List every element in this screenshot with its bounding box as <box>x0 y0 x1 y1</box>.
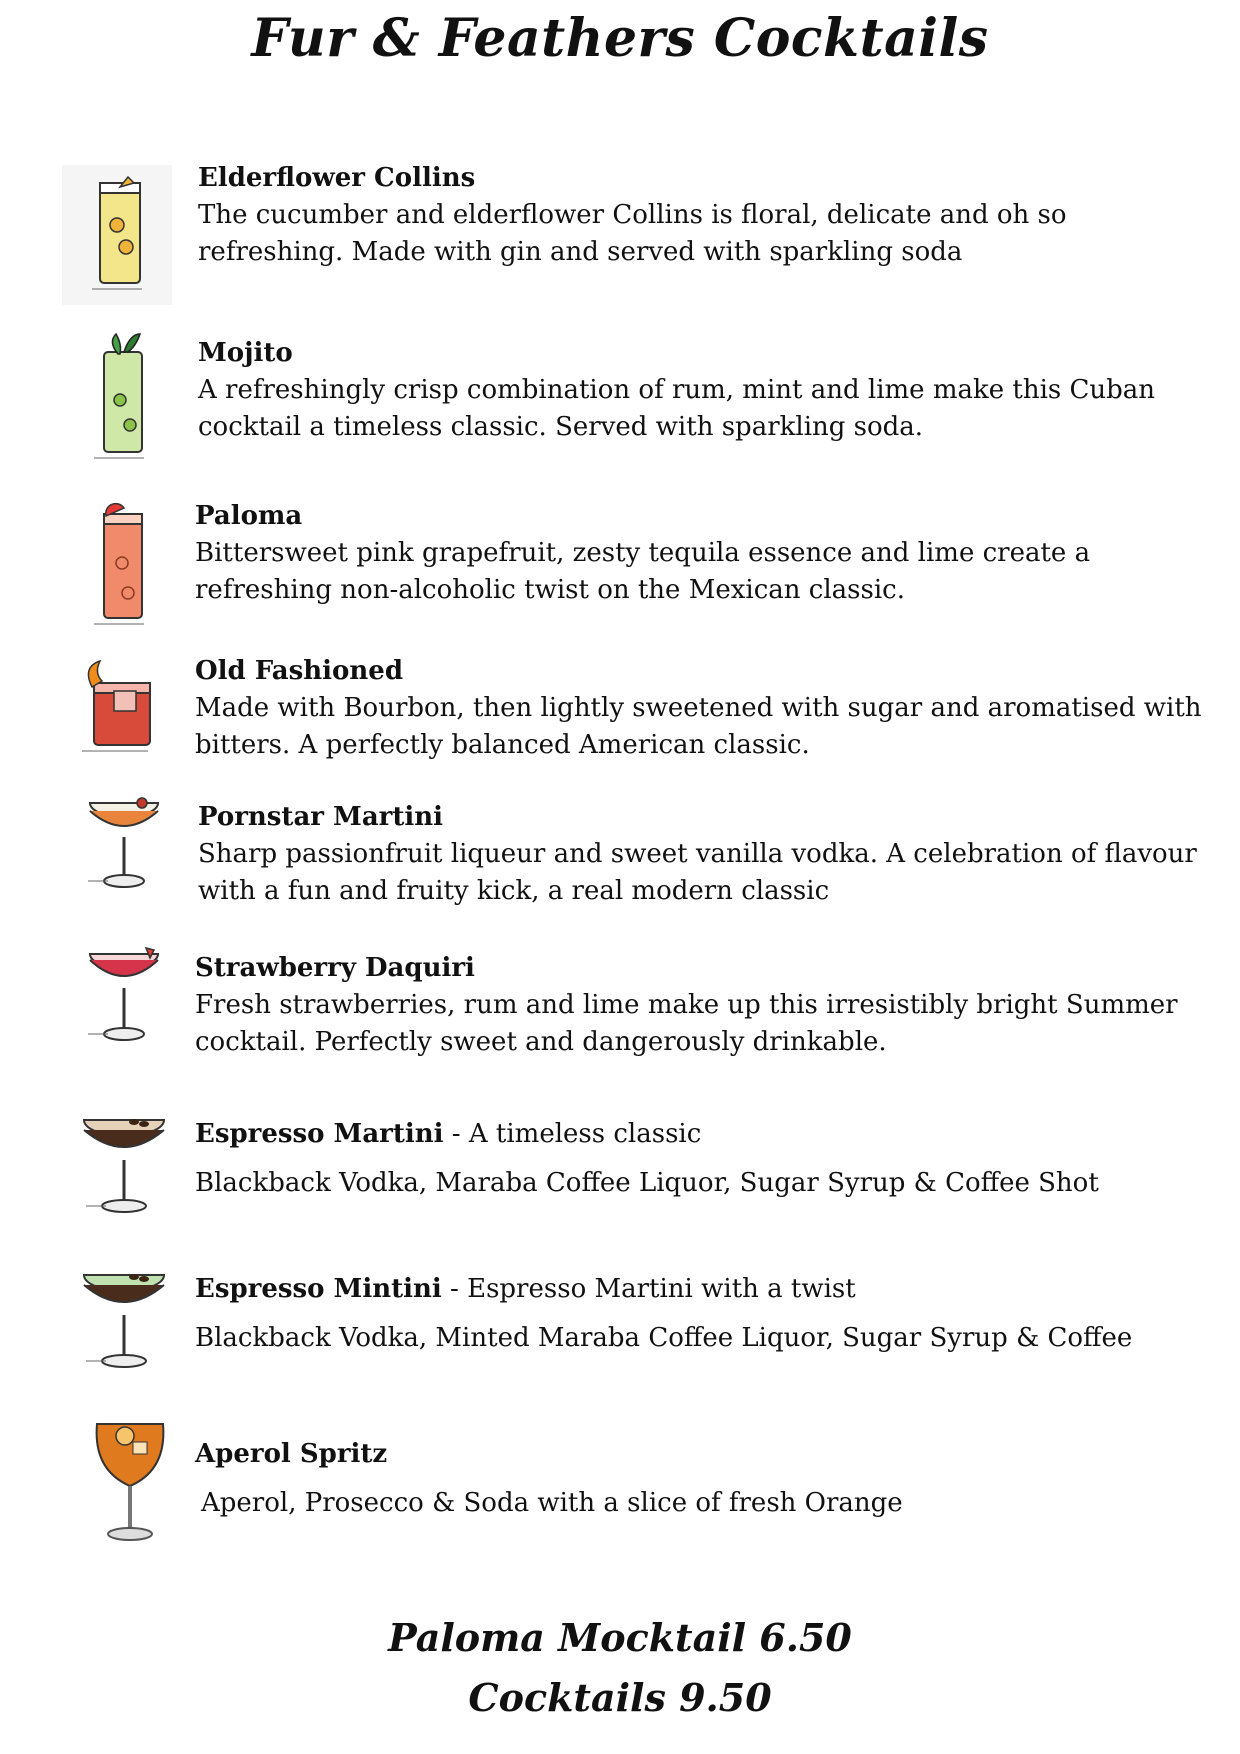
item-description: Blackback Vodka, Minted Maraba Coffee Liquor, Sugar Syrup & Coffee <box>195 1323 1133 1353</box>
menu-item <box>0 1116 1240 1266</box>
coupe-glass-red-icon <box>62 940 172 1080</box>
item-name: Espresso Martini <box>195 1119 444 1149</box>
highball-grapefruit-icon <box>62 498 172 638</box>
item-name: Aperol Spritz <box>195 1439 388 1469</box>
item-description: Blackback Vodka, Maraba Coffee Liquor, Sugar Syrup & Coffee Shot <box>195 1168 1099 1198</box>
highball-mint-icon <box>62 330 172 470</box>
menu-item <box>0 498 1240 648</box>
coupe-glass-coffee-icon <box>62 1106 172 1246</box>
item-description: The cucumber and elderflower Collins is floral, delicate and oh so refreshing. Made with gin and served with sparkling soda <box>198 200 1067 267</box>
menu-item <box>0 335 1240 485</box>
coupe-glass-mint-coffee-icon <box>62 1261 172 1401</box>
rocks-glass-icon <box>62 643 172 783</box>
cocktail-price: Cocktails 9.50 <box>468 1675 772 1720</box>
menu-item <box>0 1436 1240 1586</box>
item-name: Espresso Mintini <box>195 1274 442 1304</box>
item-name: Elderflower Collins <box>198 163 476 193</box>
coupe-glass-orange-icon <box>62 789 172 929</box>
item-name: Pornstar Martini <box>198 802 444 832</box>
menu-item <box>0 950 1240 1100</box>
mocktail-price: Paloma Mocktail 6.50 <box>388 1615 852 1660</box>
item-description: A refreshingly crisp combination of rum, mint and lime make this Cuban cocktail a timeless classic. Served with sparkling soda. <box>198 375 1156 442</box>
item-tagline: - Espresso Martini with a twist <box>441 1274 856 1304</box>
item-name: Mojito <box>198 338 293 368</box>
item-description: Made with Bourbon, then lightly sweetened with sugar and aromatised with bitters. A perfectly balanced American classic. <box>195 693 1202 760</box>
menu-item <box>0 799 1240 949</box>
item-name: Old Fashioned <box>195 656 404 686</box>
item-tagline: - A timeless classic <box>443 1119 702 1149</box>
menu-item <box>0 1271 1240 1421</box>
menu-item <box>0 653 1240 803</box>
item-description: Bittersweet pink grapefruit, zesty tequila essence and lime create a refreshing non-alcoholic twist on the Mexican classic. <box>195 538 1091 605</box>
item-description: Fresh strawberries, rum and lime make up this irresistibly bright Summer cocktail. Perfectly sweet and dangerously drinkable. <box>195 990 1178 1057</box>
menu-item <box>0 160 1240 310</box>
item-name: Paloma <box>195 501 303 531</box>
item-description: Sharp passionfruit liqueur and sweet vanilla vodka. A celebration of flavour with a fun and fruity kick, a real modern classic <box>198 839 1197 906</box>
wine-glass-spritz-icon <box>75 1416 185 1556</box>
menu-title: Fur & Feathers Cocktails <box>251 8 989 69</box>
collins-glass-icon <box>62 165 172 305</box>
item-description: Aperol, Prosecco & Soda with a slice of fresh Orange <box>201 1488 903 1518</box>
item-name: Strawberry Daquiri <box>195 953 475 983</box>
